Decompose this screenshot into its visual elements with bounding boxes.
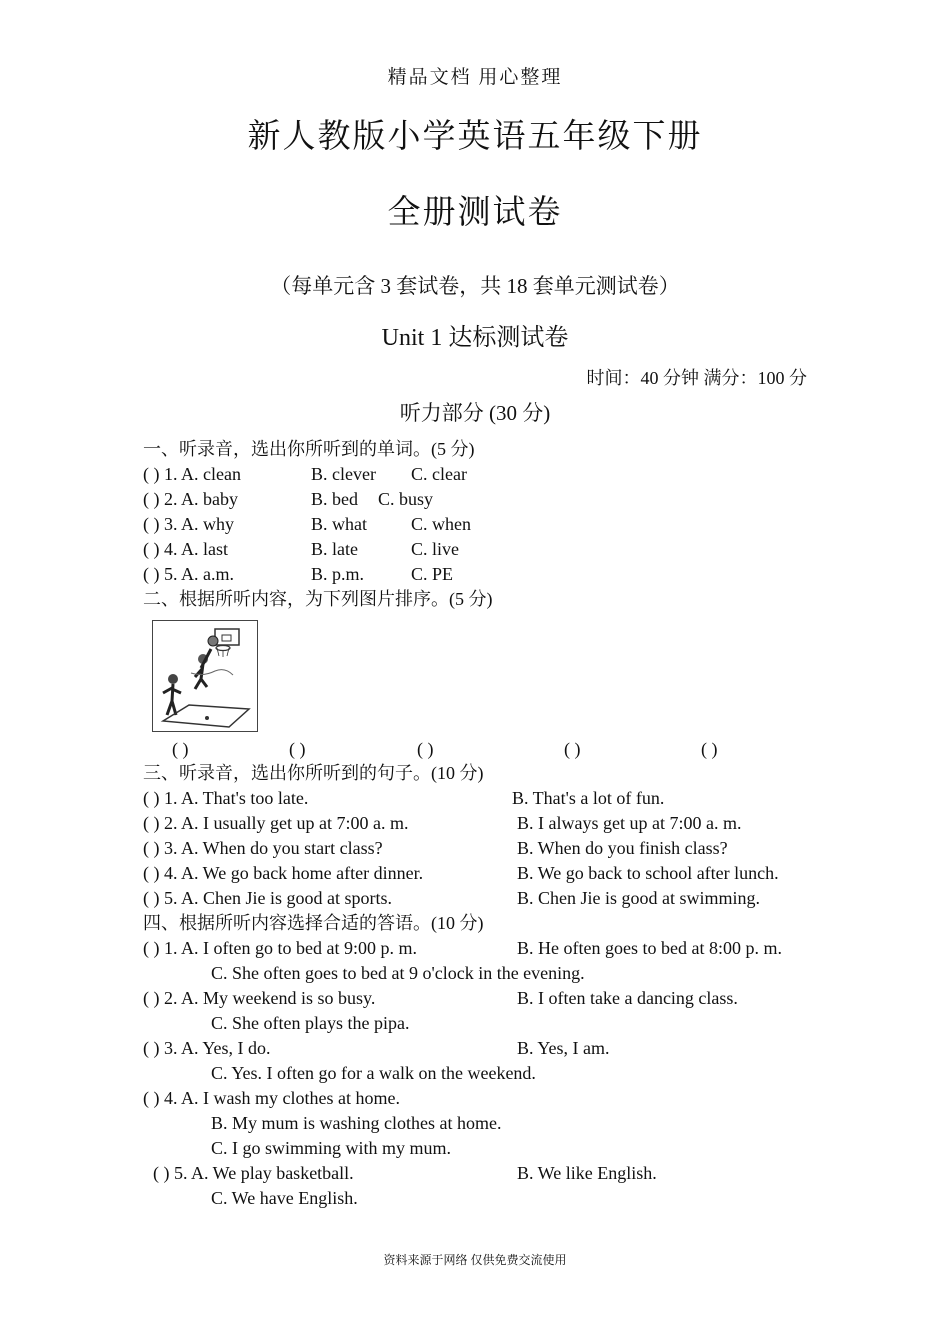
s3-option-b: B. Chen Jie is good at swimming. [517, 888, 760, 908]
s4-q1-option-a: ( ) 1. A. I often go to bed at 9:00 p. m. [143, 938, 417, 958]
time-score: 时间：40 分钟 满分：100 分 [586, 368, 807, 388]
section2-heading: 二、根据所听内容，为下列图片排序。(5 分) [143, 589, 493, 609]
s4-q5-option-b: B. We like English. [517, 1163, 657, 1183]
section4-heading: 四、根据所听内容选择合适的答语。(10 分) [143, 913, 484, 933]
s1-item-b: B. p.m. [311, 564, 365, 584]
s1-item-c: C. clear [411, 464, 467, 484]
s1-item-a: ( ) 5. A. a.m. [143, 564, 234, 584]
s3-option-b: B. We go back to school after lunch. [517, 863, 779, 883]
s3-option-a: ( ) 5. A. Chen Jie is good at sports. [143, 888, 392, 908]
s4-q5-option-c: C. We have English. [211, 1188, 358, 1208]
s1-item-b: B. clever [311, 464, 376, 484]
s3-option-a: ( ) 4. A. We go back home after dinner. [143, 863, 424, 883]
s1-item-b: B. late [311, 539, 358, 559]
section3-heading: 三、听录音，选出你所听到的句子。(10 分) [143, 763, 484, 783]
s4-q4-option-a: ( ) 4. A. I wash my clothes at home. [143, 1088, 400, 1108]
s4-q4-option-c: C. I go swimming with my mum. [211, 1138, 452, 1158]
s1-item-c: C. when [411, 514, 471, 534]
s1-item-b: B. what [311, 514, 367, 534]
s4-q3-option-b: B. Yes, I am. [517, 1038, 610, 1058]
unit-title: Unit 1 达标测试卷 [381, 325, 569, 351]
s1-item-b: B. bed [311, 489, 358, 509]
page-footer: 资料来源于网络 仅供免费交流使用 [383, 1253, 567, 1267]
s4-q3-option-a: ( ) 3. A. Yes, I do. [143, 1038, 271, 1058]
s3-option-a: ( ) 3. A. When do you start class? [143, 838, 383, 858]
s3-option-a: ( ) 2. A. I usually get up at 7:00 a. m. [143, 813, 409, 833]
order-blank[interactable]: ( ) [172, 739, 189, 759]
s1-item-c: C. busy [378, 489, 434, 509]
s4-q2-option-c: C. She often plays the pipa. [211, 1013, 410, 1033]
page-header: 精品文档 用心整理 [387, 67, 563, 88]
s1-item-a: ( ) 1. A. clean [143, 464, 241, 484]
s4-q3-option-c: C. Yes. I often go for a walk on the weekend. [211, 1063, 536, 1083]
s3-option-b: B. I always get up at 7:00 a. m. [517, 813, 742, 833]
s4-q2-option-a: ( ) 2. A. My weekend is so busy. [143, 988, 376, 1008]
part-title: 听力部分 (30 分) [399, 401, 551, 425]
sub-title: 全册测试卷 [387, 195, 563, 231]
order-blank[interactable]: ( ) [701, 739, 718, 759]
s1-item-a: ( ) 4. A. last [143, 539, 228, 559]
basketball-picture [152, 620, 258, 732]
basketball-illustration [153, 621, 257, 731]
s4-q1-option-c: C. She often goes to bed at 9 o'clock in the evening. [211, 963, 585, 983]
s4-q1-option-b: B. He often goes to bed at 8:00 p. m. [517, 938, 782, 958]
s4-q5-option-a: ( ) 5. A. We play basketball. [153, 1163, 354, 1183]
description: （每单元含 3 套试卷，共 18 套单元测试卷） [270, 274, 680, 298]
order-blank[interactable]: ( ) [564, 739, 581, 759]
s1-item-c: C. live [411, 539, 459, 559]
s1-item-a: ( ) 3. A. why [143, 514, 234, 534]
s4-q4-option-b: B. My mum is washing clothes at home. [211, 1113, 502, 1133]
s1-item-a: ( ) 2. A. baby [143, 489, 238, 509]
section1-heading: 一、听录音，选出你所听到的单词。(5 分) [143, 439, 475, 459]
s3-option-a: ( ) 1. A. That's too late. [143, 788, 309, 808]
s4-q2-option-b: B. I often take a dancing class. [517, 988, 738, 1008]
order-blank[interactable]: ( ) [289, 739, 306, 759]
s1-item-c: C. PE [411, 564, 454, 584]
main-title: 新人教版小学英语五年级下册 [247, 119, 703, 155]
order-blank[interactable]: ( ) [417, 739, 434, 759]
s3-option-b: B. That's a lot of fun. [512, 788, 665, 808]
s3-option-b: B. When do you finish class? [517, 838, 728, 858]
